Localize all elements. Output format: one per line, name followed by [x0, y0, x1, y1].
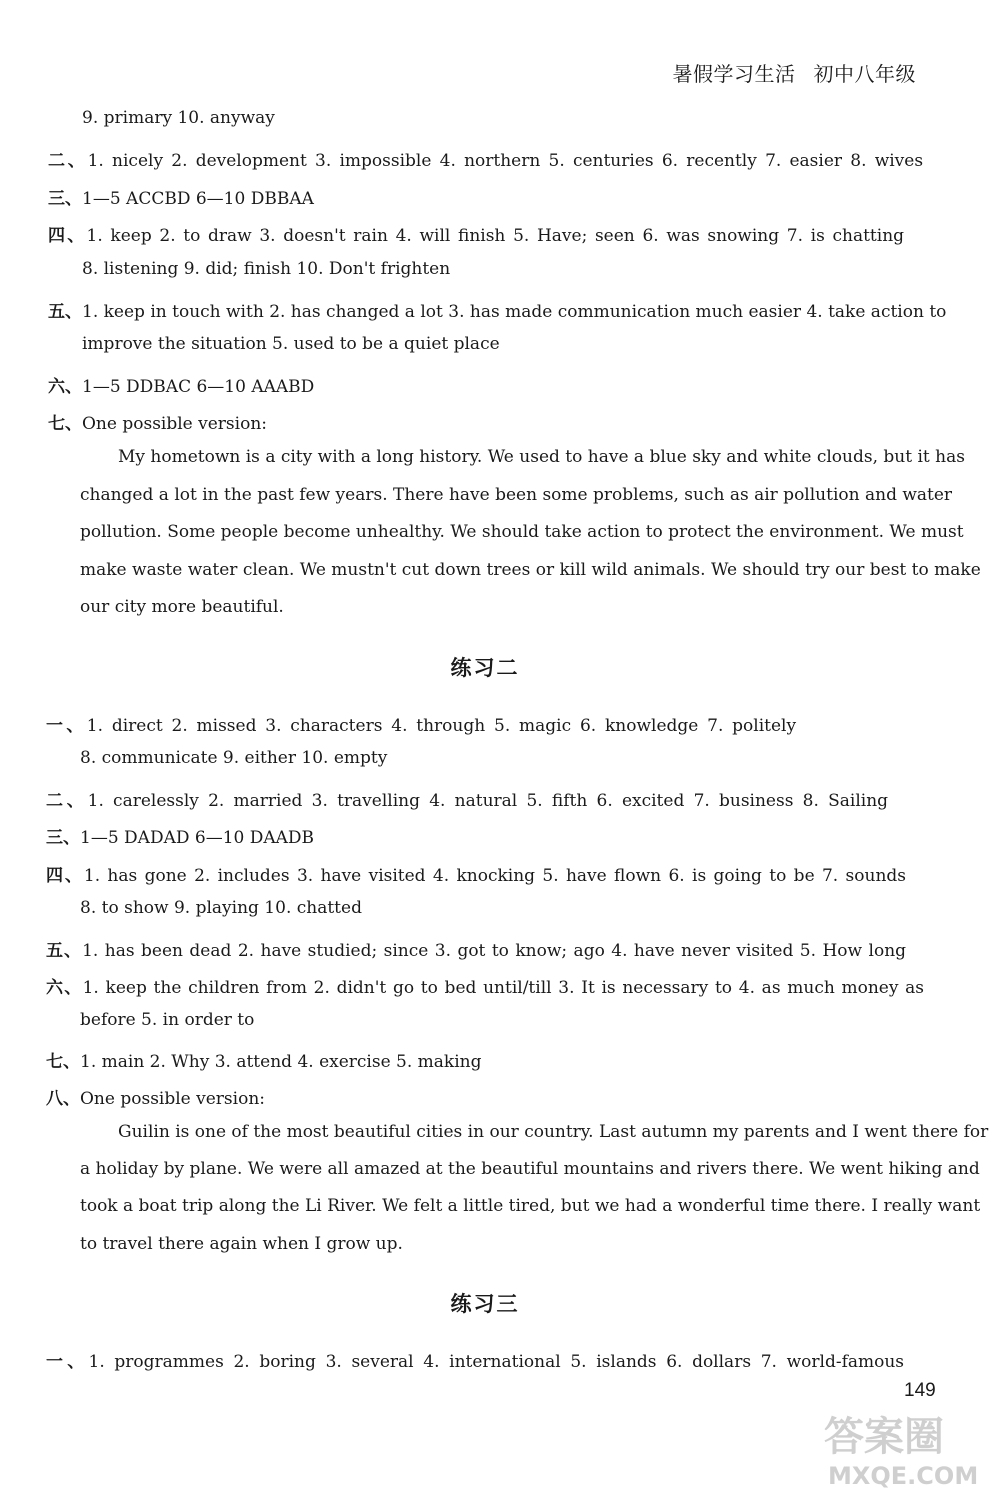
answer-line: 二、1. carelessly 2. married 3. travelling 4. natural 5. fifth 6. excited 7. business 8. Sailing: [46, 791, 889, 811]
answer-line: 9. primary 10. anyway: [82, 108, 275, 128]
answer-line: 五、1. keep in touch with 2. has changed a lot 3. has made communication much easier 4. take action to: [48, 302, 947, 322]
watermark-url: MXQE.COM: [828, 1462, 979, 1490]
essay-line: Guilin is one of the most beautiful cities in our country. Last autumn my parents and I went there for: [118, 1122, 989, 1142]
page-number: 149: [904, 1380, 936, 1401]
answer-line: 四、1. has gone 2. includes 3. have visited 4. knocking 5. have flown 6. is going to be 7. sounds: [46, 866, 906, 886]
watermark-logo: [818, 1402, 996, 1490]
section-title: 练习三: [450, 1292, 520, 1316]
section-title: 练习二: [450, 656, 520, 680]
header-grade: 初中八年级: [813, 62, 916, 86]
answer-line: 8. to show 9. playing 10. chatted: [80, 898, 362, 918]
answer-line: 四、1. keep 2. to draw 3. doesn't rain 4. will finish 5. Have; seen 6. was snowing 7. is chatting: [48, 226, 905, 246]
answer-line: 七、One possible version:: [48, 414, 267, 434]
answer-line: improve the situation 5. used to be a quiet place: [82, 334, 500, 354]
header-title: 暑假学习生活: [672, 62, 796, 86]
answer-line: 六、1. keep the children from 2. didn't go to bed until/till 3. It is necessary to 4. as much money as: [46, 978, 925, 998]
answer-line: 一、1. programmes 2. boring 3. several 4. international 5. islands 6. dollars 7. world-famous: [46, 1352, 905, 1372]
essay-line: a holiday by plane. We were all amazed at the beautiful mountains and rivers there. We went hiking and: [80, 1159, 980, 1179]
essay-line: to travel there again when I grow up.: [80, 1234, 403, 1254]
essay-line: changed a lot in the past few years. There have been some problems, such as air pollution and water: [80, 485, 953, 505]
essay-line: our city more beautiful.: [80, 597, 284, 617]
answer-line: before 5. in order to: [80, 1010, 255, 1030]
answer-line: 8. listening 9. did; finish 10. Don't frighten: [82, 259, 451, 279]
running-header: [673, 58, 917, 87]
essay-line: My hometown is a city with a long history. We used to have a blue sky and white clouds, but it has: [118, 447, 965, 467]
answer-line: 八、One possible version:: [46, 1089, 265, 1109]
answer-line: 一、1. direct 2. missed 3. characters 4. through 5. magic 6. knowledge 7. politely: [46, 716, 797, 736]
answer-line: 三、1—5 ACCBD 6—10 DBBAA: [48, 189, 314, 209]
essay-line: make waste water clean. We mustn't cut down trees or kill wild animals. We should try our best to make: [80, 560, 981, 580]
answer-line: 七、1. main 2. Why 3. attend 4. exercise 5. making: [46, 1052, 482, 1072]
answer-line: 六、1—5 DDBAC 6—10 AAABD: [48, 377, 315, 397]
essay-line: took a boat trip along the Li River. We felt a little tired, but we had a wonderful time there. I really want: [80, 1196, 981, 1216]
answer-line: 二、1. nicely 2. development 3. impossible 4. northern 5. centuries 6. recently 7. easier 8. wives: [48, 151, 924, 171]
watermark-text: 答案圈: [824, 1414, 944, 1460]
answer-line: 三、1—5 DADAD 6—10 DAADB: [46, 828, 315, 848]
essay-line: pollution. Some people become unhealthy. We should take action to protect the environment. We must: [80, 522, 964, 542]
answer-line: 五、1. has been dead 2. have studied; since 3. got to know; ago 4. have never visited 5. How long: [46, 941, 907, 961]
answer-line: 8. communicate 9. either 10. empty: [80, 748, 388, 768]
